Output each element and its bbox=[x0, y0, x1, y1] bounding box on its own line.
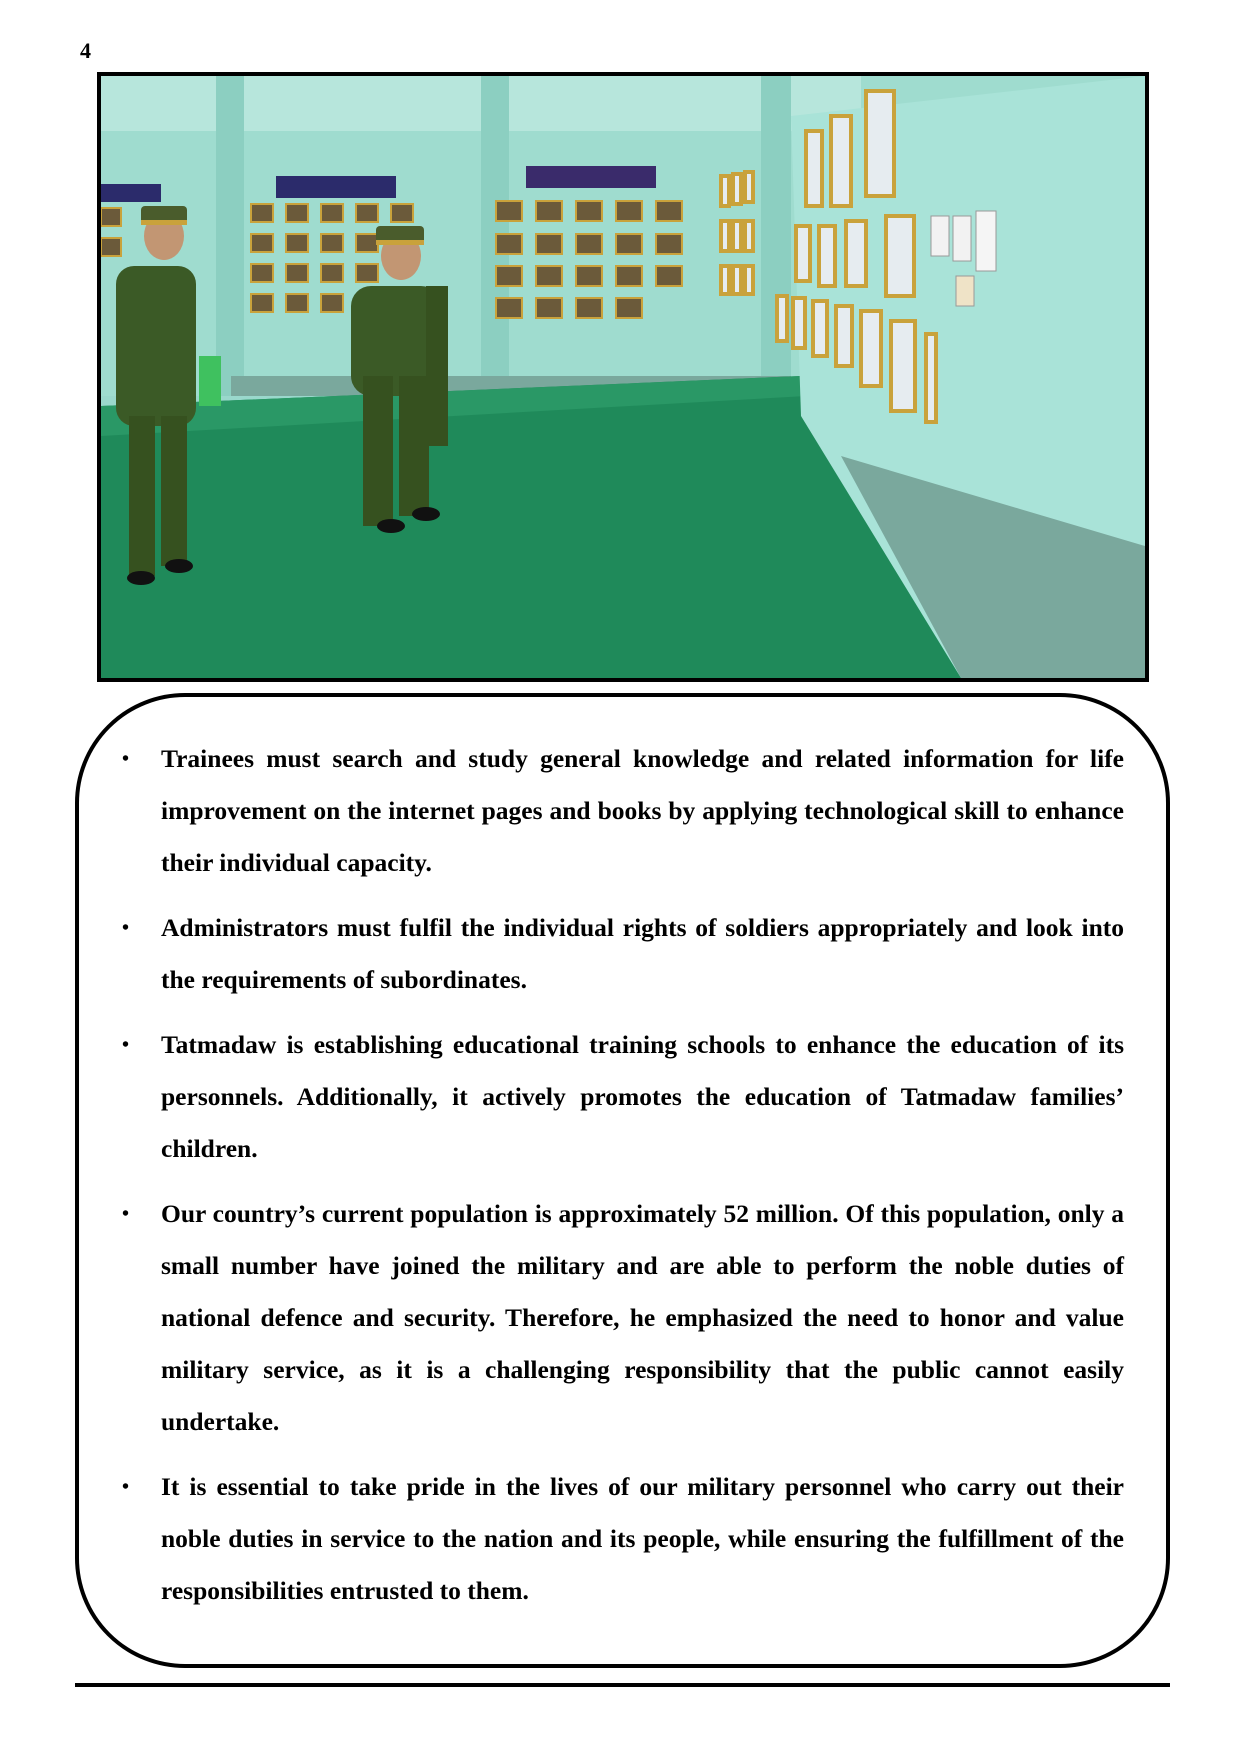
bullet-item bbox=[122, 1019, 1124, 1175]
bullet-item bbox=[122, 1188, 1124, 1448]
bullet-item bbox=[122, 1461, 1124, 1617]
bullet-item bbox=[122, 902, 1124, 1006]
bullet-icon: • bbox=[122, 748, 130, 770]
photo bbox=[97, 72, 1149, 682]
bullet-item bbox=[122, 733, 1124, 889]
photo-image bbox=[101, 76, 1145, 678]
bullet-icon: • bbox=[122, 917, 130, 939]
bullet-box bbox=[75, 693, 1170, 1668]
bullet-text: Trainees must search and study general knowledge and related information for life improvement on the internet pages and books by applying technological skill to enhance their individual capacity. bbox=[161, 744, 1124, 877]
bullet-text: Tatmadaw is establishing educational training schools to enhance the education of its personnels. Additionally, it actively promotes the education of Tatmadaw families’ children. bbox=[161, 1030, 1124, 1163]
bullet-text: Administrators must fulfil the individual rights of soldiers appropriately and look into the requirements of subordinates. bbox=[161, 913, 1124, 994]
page-number: 4 bbox=[80, 38, 91, 63]
bullet-list bbox=[122, 733, 1124, 1630]
footer-rule bbox=[75, 1683, 1170, 1687]
bullet-icon: • bbox=[122, 1203, 130, 1225]
bullet-icon: • bbox=[122, 1034, 130, 1056]
bullet-icon: • bbox=[122, 1476, 130, 1498]
bullet-text: It is essential to take pride in the lives of our military personnel who carry out their noble duties in service to the nation and its people, while ensuring the fulfillment of the responsibilities entrusted to them. bbox=[161, 1472, 1124, 1605]
bullet-text: Our country’s current population is approximately 52 million. Of this population, only a small number have joined the military and are able to perform the noble duties of national defence and security. Therefore, he emphasized the need to honor and value military service, as it is a challenging responsibility that the public cannot easily undertake. bbox=[161, 1199, 1124, 1436]
